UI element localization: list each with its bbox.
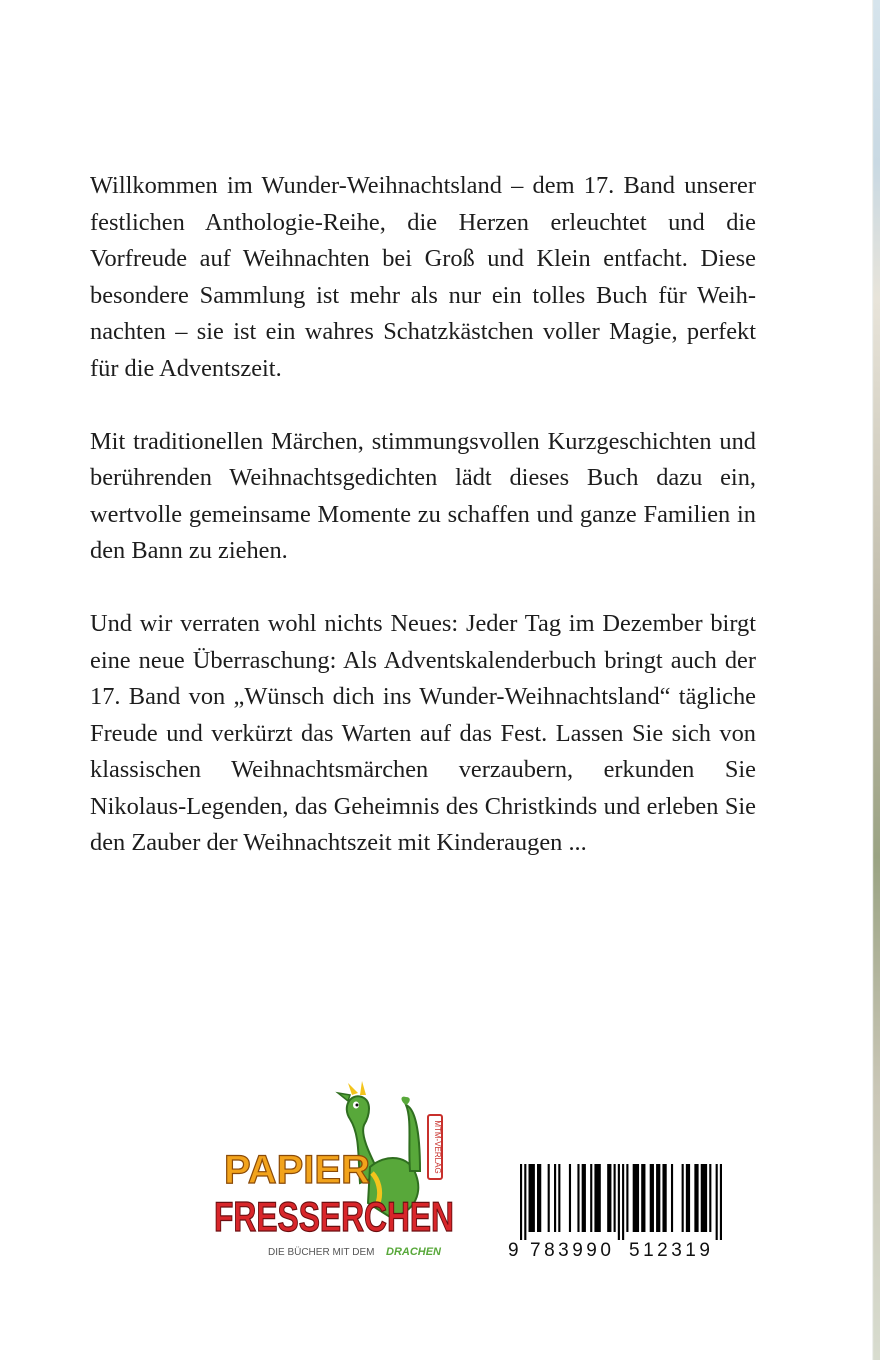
barcode-bars [520, 1164, 722, 1240]
barcode-bar [582, 1164, 586, 1232]
barcode-bar [633, 1164, 639, 1232]
blurb-paragraph-2: Mit traditionellen Märchen, stimmungsvollen Kurzgeschichten und berührenden Weihnachtsgedichten lädt dieses Buch dazu ein, wertvolle gemeinsame Momente zu schaffen und ganze Familien in den Bann zu ziehen. [90, 427, 756, 564]
barcode-bar [701, 1164, 707, 1232]
barcode-bar [614, 1164, 616, 1232]
barcode-bar [529, 1164, 535, 1232]
barcode-bar [682, 1164, 684, 1232]
isbn-barcode [508, 1162, 728, 1272]
barcode-bar [524, 1164, 526, 1240]
barcode-bar [607, 1164, 611, 1232]
barcode-bar [694, 1164, 698, 1232]
barcode-bar [618, 1164, 620, 1240]
isbn-digits [508, 1240, 728, 1268]
barcode-bar [520, 1164, 522, 1240]
barcode-bar [656, 1164, 660, 1232]
barcode-bar [641, 1164, 645, 1232]
barcode-bar [577, 1164, 579, 1232]
isbn-group-2: 512319 [629, 1240, 714, 1261]
isbn-prefix: 9 [508, 1240, 519, 1261]
barcode-bar [590, 1164, 592, 1232]
barcode-bar [626, 1164, 628, 1232]
blurb-text [90, 168, 756, 862]
publisher-name-fresserchen: FRESSERCHEN [214, 1193, 454, 1240]
barcode-bar [569, 1164, 571, 1232]
barcode-bar [537, 1164, 541, 1232]
barcode-bar [650, 1164, 654, 1232]
publisher-badge: MTM-VERLAG [433, 1120, 442, 1174]
barcode-bar [554, 1164, 556, 1232]
cover-spine-edge [872, 0, 880, 1360]
publisher-logo [210, 1075, 470, 1275]
barcode-bar [548, 1164, 550, 1232]
barcode-bar [662, 1164, 666, 1232]
barcode-bar [594, 1164, 600, 1232]
publisher-tagline: DIE BÜCHER MIT DEM [268, 1247, 375, 1258]
blurb-paragraph-3: Und wir verraten wohl nichts Neues: Jeder Tag im Dezember birgt eine neue Überraschung: Als Adventskalenderbuch bringt auch der 17. Band von „Wünsch dich ins Wunder-Weihnachtsland“ tägliche Freude und verkürzt das Warten auf das Fest. Lassen Sie sich von klassischen Weihnachtsmärchen verzaubern, erkunden Sie Nikolaus-Legenden, das Geheimnis des Christkinds und erleben Sie den Zauber der Weihnachtszeit mit Kinderaugen ... [90, 610, 756, 856]
dragon-logo-icon [210, 1075, 470, 1275]
isbn-group-1: 783990 [530, 1240, 615, 1261]
barcode-bar [686, 1164, 690, 1232]
barcode-bar [709, 1164, 711, 1232]
barcode-bar [671, 1164, 673, 1232]
barcode-bar [622, 1164, 624, 1240]
barcode-bar [558, 1164, 560, 1232]
publisher-tagline-drachen: DRACHEN [386, 1246, 441, 1258]
barcode-bar [716, 1164, 718, 1240]
publisher-name-papier: PAPIER [224, 1148, 370, 1192]
barcode-bar [720, 1164, 722, 1240]
blurb-paragraph-1: Willkommen im Wunder-Weihnachtsland – dem 17. Band unserer festlichen Anthologie-Reihe, die Herzen erleuchtet und die Vorfreude auf Weihnachten bei Groß und Klein entfacht. Diese besondere Sammlung ist mehr als nur ein tolles Buch für Weihnachten – sie ist ein wahres Schatzkästchen voller Magie, perfekt für die Adventszeit. [90, 172, 756, 382]
